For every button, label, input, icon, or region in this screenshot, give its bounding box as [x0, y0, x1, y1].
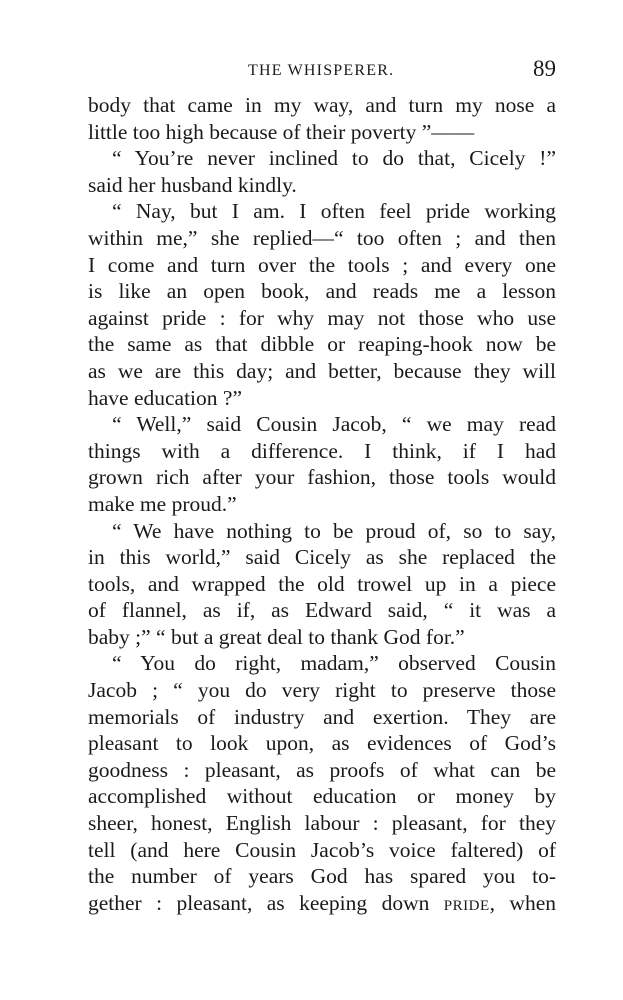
- text-line-segment: , when: [489, 890, 556, 915]
- text-line: as we are this day; and better, because they will: [88, 358, 556, 383]
- text-line: memorials of industry and exertion. They are: [88, 704, 556, 729]
- text-line: sheer, honest, English labour : pleasant, for they: [88, 811, 556, 836]
- running-head: THE WHISPERER.: [248, 62, 395, 79]
- text-line: is like an open book, and reads me a lesson: [88, 279, 556, 304]
- text-line: the number of years God has spared you to-: [88, 864, 556, 889]
- text-line: against pride : for why may not those who use: [88, 305, 556, 330]
- text-line: goodness : pleasant, as proofs of what can be: [88, 757, 556, 782]
- text-line: [88, 890, 556, 917]
- text-line: I come and turn over the tools ; and every one: [88, 252, 556, 277]
- page-header: [88, 56, 556, 86]
- text-line: accomplished without education or money by: [88, 784, 556, 809]
- text-line: “ Well,” said Cousin Jacob, “ we may read: [112, 412, 556, 437]
- body-text: [88, 92, 556, 916]
- text-line: in this world,” said Cicely as she replaced the: [88, 545, 556, 570]
- text-line-segment: gether : pleasant, as keeping down: [88, 890, 430, 915]
- small-caps-word: pride: [443, 890, 490, 915]
- text-line: baby ;” “ but a great deal to thank God for.”: [88, 624, 465, 649]
- text-line: tools, and wrapped the old trowel up in a piece: [88, 571, 556, 596]
- text-line: “ You’re never inclined to do that, Cicely !”: [112, 146, 556, 171]
- text-line: have education ?”: [88, 385, 242, 410]
- page-number: 89: [533, 56, 556, 81]
- text-line: “ You do right, madam,” observed Cousin: [112, 651, 556, 676]
- text-line: Jacob ; “ you do very right to preserve those: [88, 678, 556, 703]
- text-line: “ Nay, but I am. I often feel pride working: [112, 199, 556, 224]
- text-line: grown rich after your fashion, those tools would: [88, 465, 556, 490]
- text-line: little too high because of their poverty ”——: [88, 119, 475, 144]
- text-line: things with a difference. I think, if I had: [88, 438, 556, 463]
- text-line: body that came in my way, and turn my nose a: [88, 93, 556, 117]
- text-line: pleasant to look upon, as evidences of God’s: [88, 731, 556, 756]
- text-line: within me,” she replied—“ too often ; and then: [88, 225, 556, 250]
- text-line: tell (and here Cousin Jacob’s voice faltered) of: [88, 837, 556, 862]
- text-line: make me proud.”: [88, 491, 237, 516]
- text-line: “ We have nothing to be proud of, so to say,: [112, 518, 556, 543]
- text-line: said her husband kindly.: [88, 172, 297, 197]
- text-line: of flannel, as if, as Edward said, “ it was a: [88, 598, 556, 623]
- text-line: the same as that dibble or reaping-hook now be: [88, 332, 556, 357]
